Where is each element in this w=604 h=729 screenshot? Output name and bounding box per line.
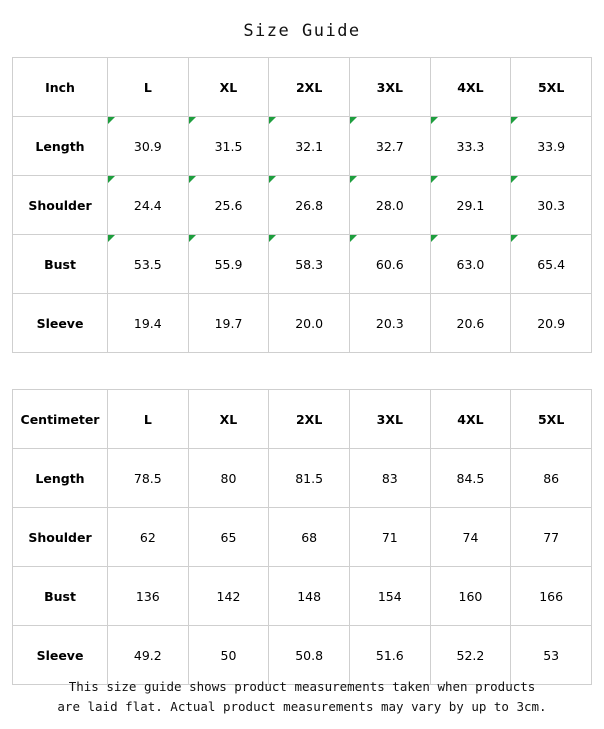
row-label: Bust [13,235,108,294]
row-label: Bust [13,567,108,626]
column-header: 3XL [349,390,430,449]
column-header: 2XL [269,58,350,117]
table-row [13,508,592,567]
measurement-cell: 28.0 [349,176,430,235]
measurement-cell: 33.9 [511,117,592,176]
measurement-cell: 83 [349,449,430,508]
measurement-cell: 71 [349,508,430,567]
footnote-line: This size guide shows product measurements taken when products [68,679,536,694]
table-row [13,294,592,353]
measurement-cell: 68 [269,508,350,567]
measurement-cell: 136 [108,567,189,626]
measurement-cell: 20.6 [430,294,511,353]
measurement-cell: 74 [430,508,511,567]
measurement-cell: 25.6 [188,176,269,235]
measurement-cell: 55.9 [188,235,269,294]
footnote [0,677,604,717]
unit-label-inch: Inch [13,58,108,117]
measurement-cell: 32.1 [269,117,350,176]
table-row [13,235,592,294]
page-title: Size Guide [243,21,361,41]
column-header: L [108,390,189,449]
measurement-cell: 49.2 [108,626,189,685]
measurement-cell: 52.2 [430,626,511,685]
measurement-cell: 50 [188,626,269,685]
measurement-cell: 148 [269,567,350,626]
table-row [13,567,592,626]
measurement-cell: 30.9 [108,117,189,176]
measurement-cell: 20.3 [349,294,430,353]
column-header: XL [188,390,269,449]
row-label: Length [13,449,108,508]
column-header: L [108,58,189,117]
column-header: 3XL [349,58,430,117]
measurement-cell: 80 [188,449,269,508]
measurement-cell: 26.8 [269,176,350,235]
table-row [13,176,592,235]
row-label: Sleeve [13,294,108,353]
measurement-cell: 86 [511,449,592,508]
column-header: 5XL [511,58,592,117]
column-header: XL [188,58,269,117]
column-header: 2XL [269,390,350,449]
table-header-row [13,390,592,449]
table-separator [0,353,604,389]
column-header: 4XL [430,390,511,449]
measurement-cell: 32.7 [349,117,430,176]
measurement-cell: 19.7 [188,294,269,353]
footnote-line: are laid flat. Actual product measurements may vary by up to 3cm. [57,699,547,714]
measurement-cell: 30.3 [511,176,592,235]
measurement-cell: 63.0 [430,235,511,294]
column-header: 4XL [430,58,511,117]
measurement-cell: 84.5 [430,449,511,508]
table-row [13,626,592,685]
table-row [13,117,592,176]
measurement-cell: 53 [511,626,592,685]
unit-label-centimeter: Centimeter [13,390,108,449]
measurement-cell: 65 [188,508,269,567]
row-label: Sleeve [13,626,108,685]
measurement-cell: 166 [511,567,592,626]
measurement-cell: 53.5 [108,235,189,294]
size-table-centimeter [12,389,592,685]
measurement-cell: 29.1 [430,176,511,235]
measurement-cell: 51.6 [349,626,430,685]
measurement-cell: 77 [511,508,592,567]
row-label: Shoulder [13,508,108,567]
measurement-cell: 19.4 [108,294,189,353]
table-header-row [13,58,592,117]
row-label: Length [13,117,108,176]
measurement-cell: 20.0 [269,294,350,353]
row-label: Shoulder [13,176,108,235]
table-row [13,449,592,508]
size-table-inch [12,57,592,353]
measurement-cell: 78.5 [108,449,189,508]
measurement-cell: 142 [188,567,269,626]
measurement-cell: 50.8 [269,626,350,685]
measurement-cell: 81.5 [269,449,350,508]
measurement-cell: 33.3 [430,117,511,176]
measurement-cell: 62 [108,508,189,567]
measurement-cell: 24.4 [108,176,189,235]
measurement-cell: 31.5 [188,117,269,176]
measurement-cell: 20.9 [511,294,592,353]
measurement-cell: 60.6 [349,235,430,294]
measurement-cell: 65.4 [511,235,592,294]
column-header: 5XL [511,390,592,449]
measurement-cell: 160 [430,567,511,626]
measurement-cell: 58.3 [269,235,350,294]
measurement-cell: 154 [349,567,430,626]
